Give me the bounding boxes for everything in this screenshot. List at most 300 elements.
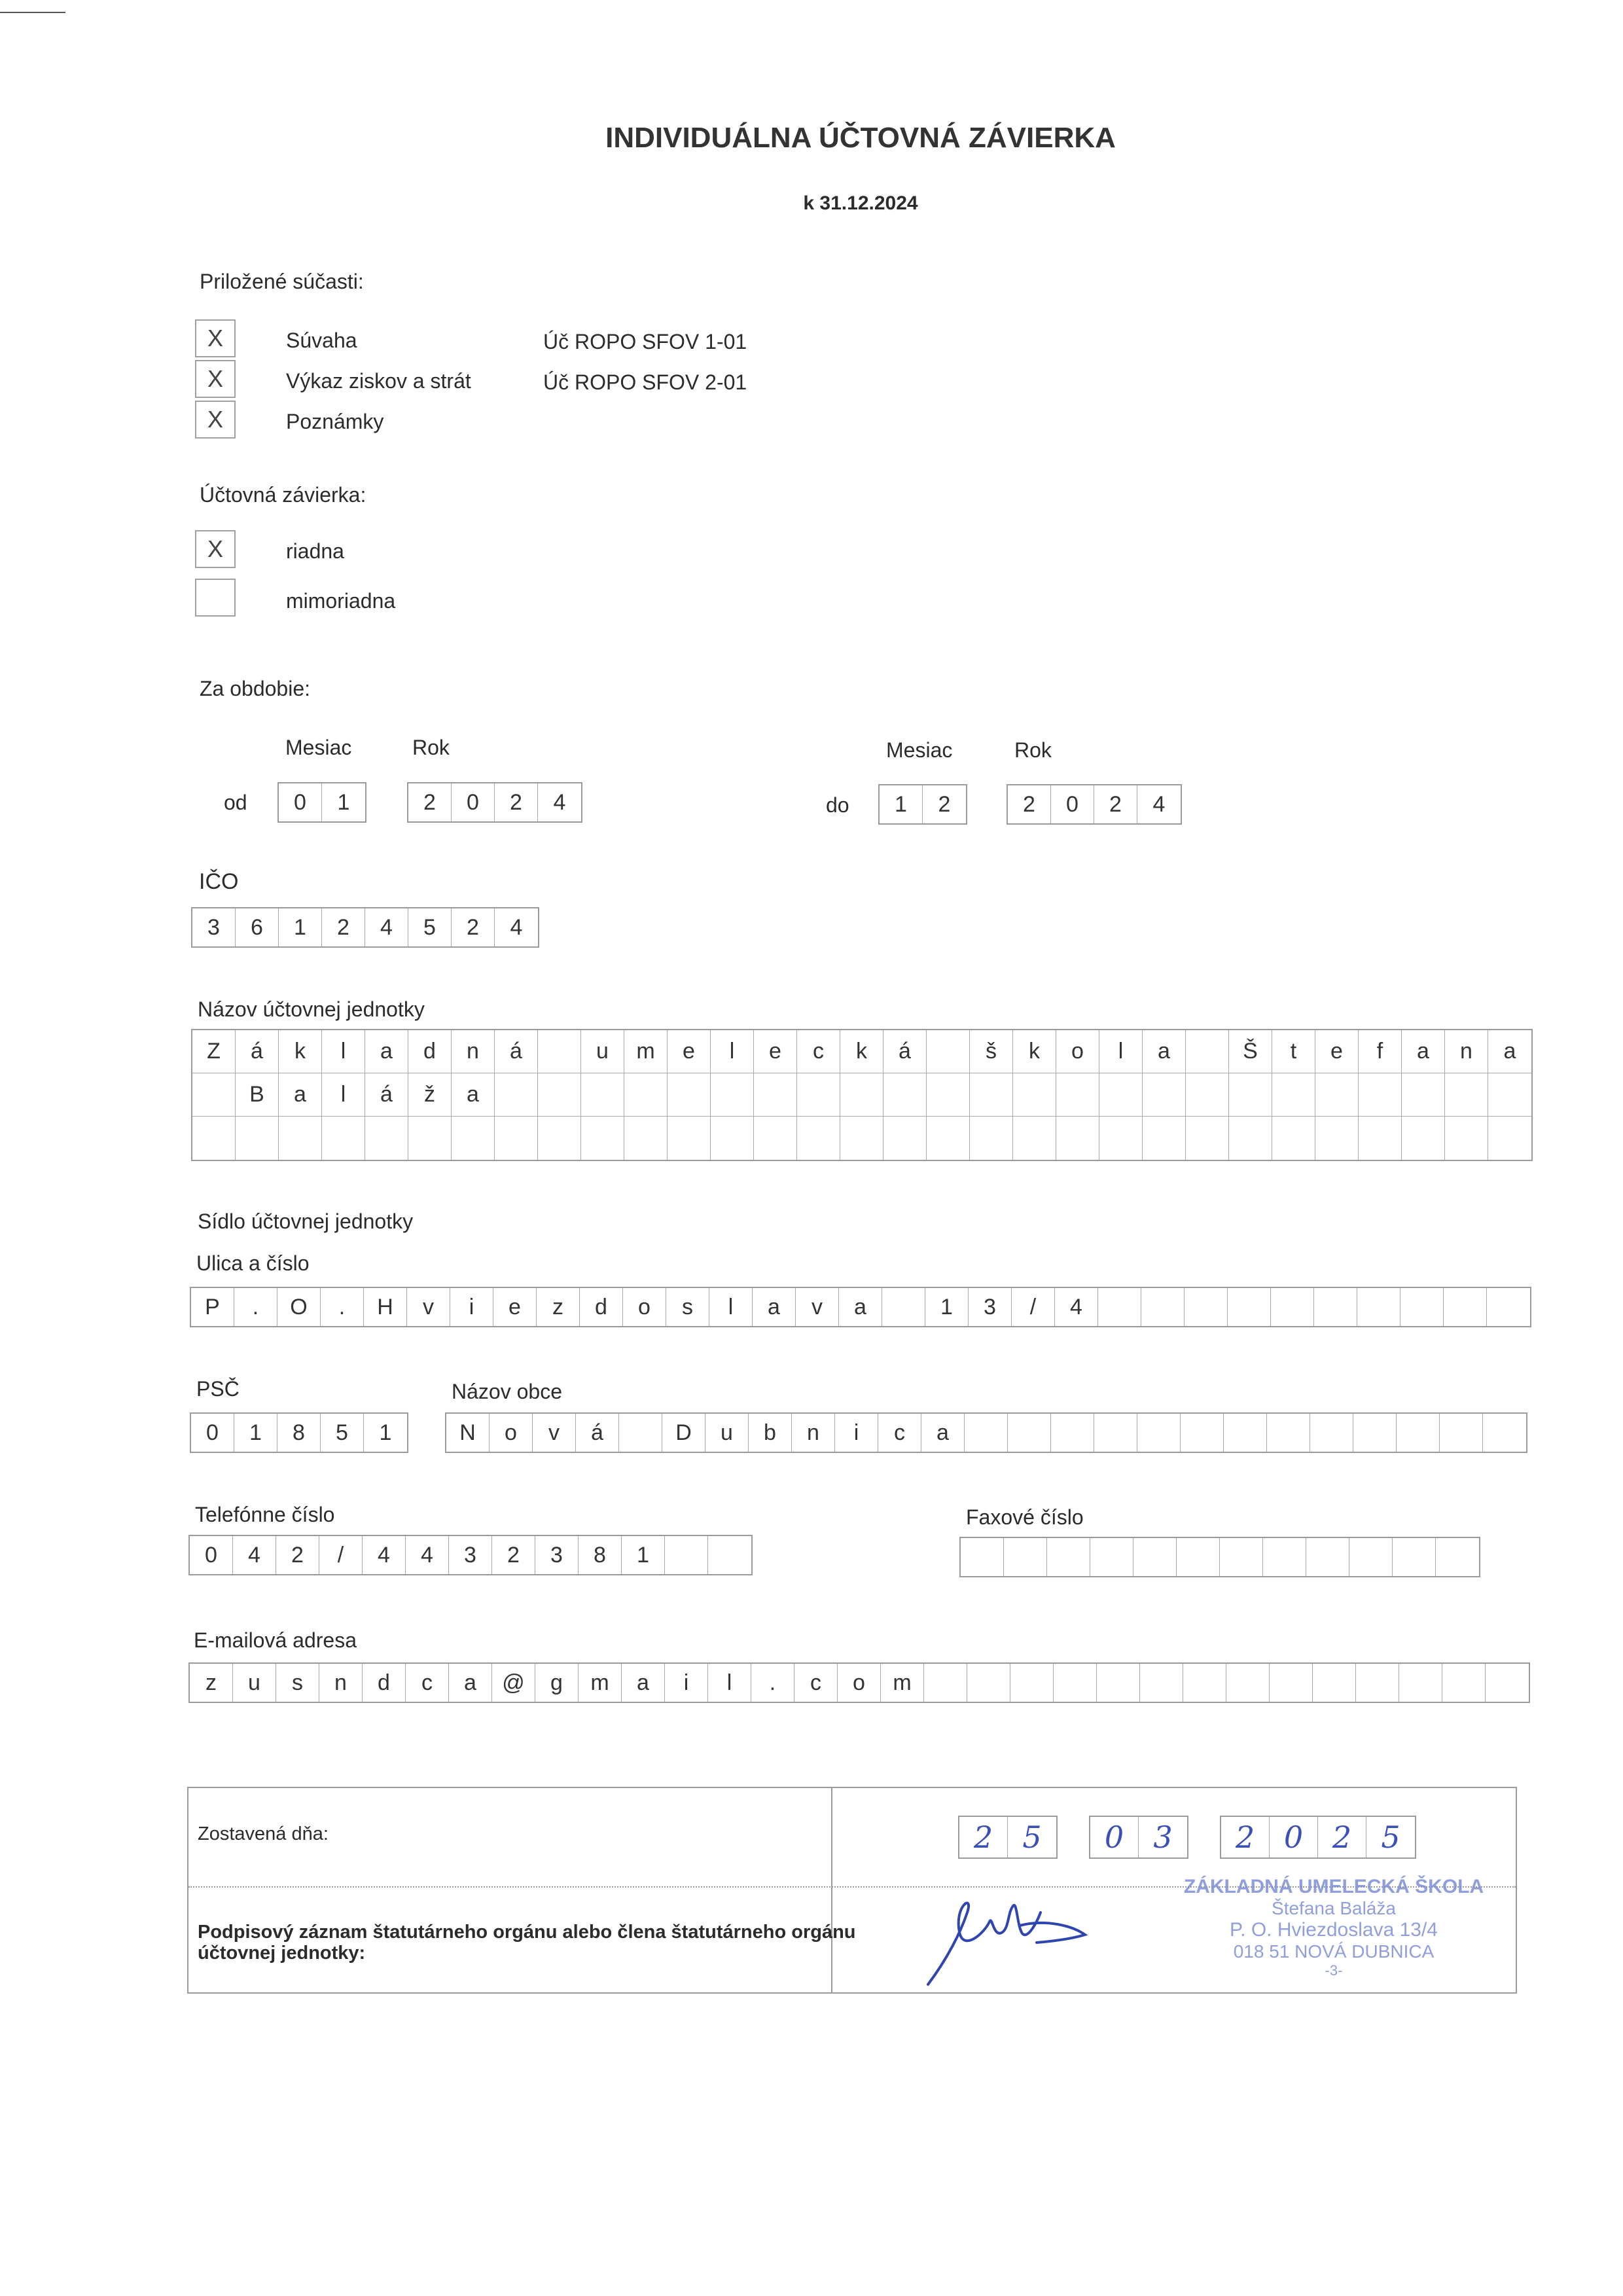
letter-cell: [1445, 1117, 1488, 1160]
digit-cell: 5: [1022, 1820, 1042, 1855]
from-year-field[interactable]: [407, 782, 582, 823]
stamp-line: P. O. Hviezdoslava 13/4: [1230, 1919, 1438, 1941]
letter-cell: v: [407, 1288, 450, 1326]
letter-cell: c: [794, 1664, 838, 1702]
component-code-suvaha: Úč ROPO SFOV 1-01: [543, 330, 747, 353]
letter-cell: [1181, 1414, 1224, 1452]
letter-cell: n: [452, 1030, 495, 1073]
letter-cell: t: [1272, 1030, 1315, 1073]
digit-cell: [708, 1536, 751, 1574]
digit-cell: 4: [406, 1536, 449, 1574]
letter-cell: o: [1056, 1030, 1099, 1073]
letter-cell: a: [365, 1030, 408, 1073]
seat-label: Sídlo účtovnej jednotky: [198, 1210, 414, 1233]
table-divider-vertical: [831, 1788, 832, 1992]
letter-cell: D: [662, 1414, 705, 1452]
digit-cell: 2: [495, 783, 538, 821]
letter-cell: [1440, 1414, 1483, 1452]
signature-table: [187, 1787, 1517, 1994]
letter-cell: [1056, 1117, 1099, 1160]
closing-label-riadna: riadna: [286, 539, 344, 563]
letter-cell: [279, 1117, 322, 1160]
letter-cell: [365, 1117, 408, 1160]
letter-cell: á: [576, 1414, 619, 1452]
stamp-line: ZÁKLADNÁ UMELECKÁ ŠKOLA: [1183, 1876, 1484, 1897]
digit-cell: 2: [1318, 1817, 1366, 1857]
compiled-label: Zostavená dňa:: [198, 1823, 329, 1844]
letter-cell: [1229, 1073, 1272, 1116]
digit-cell: 2: [1221, 1817, 1270, 1857]
letter-cell: a: [1143, 1030, 1186, 1073]
digit-cell: 1: [880, 785, 923, 823]
letter-cell: l: [1099, 1030, 1143, 1073]
from-label: od: [224, 791, 247, 814]
letter-cell: [1010, 1664, 1054, 1702]
digit-cell: 1: [234, 1414, 277, 1452]
digit-cell: 4: [1152, 791, 1166, 817]
letter-cell: [1356, 1664, 1399, 1702]
to-label: do: [826, 793, 849, 817]
letter-cell: [1186, 1073, 1229, 1116]
digit-cell: 2: [452, 908, 495, 946]
letter-cell: l: [709, 1288, 753, 1326]
letter-cell: [754, 1073, 797, 1116]
letter-cell: [668, 1073, 711, 1116]
letter-cell: l: [322, 1030, 365, 1073]
letter-cell: [1483, 1414, 1526, 1452]
letter-cell: [538, 1030, 581, 1073]
letter-cell: m: [881, 1664, 924, 1702]
components-heading: Priložené súčasti:: [200, 270, 364, 293]
letter-cell: ž: [408, 1073, 452, 1116]
phone-field[interactable]: [188, 1535, 753, 1575]
letter-cell: .: [321, 1288, 364, 1326]
letter-cell: [1143, 1117, 1186, 1160]
digit-cell: [1047, 1538, 1090, 1576]
letter-cell: u: [705, 1414, 749, 1452]
digit-cell: [1090, 1538, 1133, 1576]
digit-cell: [1177, 1538, 1220, 1576]
letter-cell: [927, 1073, 970, 1116]
letter-cell: [1224, 1414, 1267, 1452]
letter-cell: [1310, 1414, 1353, 1452]
period-heading: Za obdobie:: [200, 677, 311, 700]
letter-cell: [1445, 1073, 1488, 1116]
letter-cell: [1357, 1288, 1400, 1326]
document-title: INDIVIDUÁLNA ÚČTOVNÁ ZÁVIERKA: [605, 122, 1116, 154]
letter-cell: [1402, 1117, 1445, 1160]
letter-cell: [1402, 1073, 1445, 1116]
letter-cell: [840, 1073, 883, 1116]
letter-cell: [797, 1073, 840, 1116]
city-field[interactable]: [445, 1412, 1527, 1453]
digit-cell: 4: [365, 908, 408, 946]
from-month-field[interactable]: [277, 782, 366, 823]
digit-cell: 0: [1051, 785, 1094, 823]
digit-cell: 0: [1270, 1817, 1318, 1857]
fax-field[interactable]: [959, 1537, 1480, 1577]
letter-cell: [754, 1117, 797, 1160]
to-month-label: Mesiac: [886, 738, 953, 762]
letter-cell: [1488, 1117, 1531, 1160]
letter-cell: [1185, 1288, 1228, 1326]
letter-cell: P: [191, 1288, 234, 1326]
letter-cell: [1013, 1073, 1056, 1116]
document-date: k 31.12.2024: [803, 192, 918, 214]
letter-cell: á: [495, 1030, 538, 1073]
digit-cell: 8: [277, 1414, 321, 1452]
letter-cell: [1099, 1073, 1143, 1116]
from-month-label: Mesiac: [285, 736, 352, 759]
letter-cell: [408, 1117, 452, 1160]
letter-cell: [1051, 1414, 1094, 1452]
letter-cell: [1272, 1073, 1315, 1116]
letter-cell: [1270, 1664, 1313, 1702]
digit-cell: 5: [321, 1414, 364, 1452]
letter-cell: s: [666, 1288, 709, 1326]
psc-label: PSČ: [196, 1377, 240, 1401]
digit-cell: [1349, 1538, 1393, 1576]
letter-cell: [1094, 1414, 1137, 1452]
letter-cell: [1487, 1288, 1530, 1326]
letter-cell: z: [537, 1288, 580, 1326]
digit-cell: [1004, 1538, 1047, 1576]
email-label: E-mailová adresa: [194, 1628, 357, 1652]
letter-cell: [1315, 1117, 1359, 1160]
digit-cell: 0: [1090, 1817, 1139, 1857]
digit-cell: 0: [191, 1414, 234, 1452]
letter-cell: [1314, 1288, 1357, 1326]
digit-cell: 6: [236, 908, 279, 946]
letter-cell: d: [363, 1664, 406, 1702]
psc-field[interactable]: [190, 1412, 408, 1453]
letter-cell: [1097, 1664, 1140, 1702]
letter-cell: o: [623, 1288, 666, 1326]
letter-cell: m: [624, 1030, 668, 1073]
digit-cell: 5: [1381, 1820, 1400, 1855]
letter-cell: [711, 1117, 754, 1160]
letter-cell: l: [322, 1073, 365, 1116]
letter-cell: [1442, 1664, 1486, 1702]
letter-cell: [1054, 1664, 1097, 1702]
letter-cell: d: [580, 1288, 623, 1326]
letter-cell: [1098, 1288, 1141, 1326]
letter-cell: z: [190, 1664, 233, 1702]
to-year-label: Rok: [1014, 738, 1052, 762]
city-label: Názov obce: [452, 1380, 562, 1403]
compiled-year-field[interactable]: [1220, 1816, 1416, 1859]
signature-image: [921, 1886, 1118, 1995]
letter-cell: d: [408, 1030, 452, 1073]
letter-cell: n: [1445, 1030, 1488, 1073]
letter-cell: [882, 1288, 925, 1326]
letter-cell: a: [449, 1664, 492, 1702]
letter-cell: [1008, 1414, 1051, 1452]
ico-field[interactable]: [191, 907, 539, 948]
letter-cell: @: [492, 1664, 535, 1702]
digit-cell: 1: [337, 789, 350, 815]
digit-cell: 2: [1008, 785, 1051, 823]
letter-cell: O: [277, 1288, 321, 1326]
letter-cell: 1: [925, 1288, 969, 1326]
letter-cell: i: [835, 1414, 878, 1452]
letter-cell: u: [581, 1030, 624, 1073]
check-mark: X: [207, 406, 223, 433]
digit-cell: [961, 1538, 1004, 1576]
letter-cell: [1444, 1288, 1487, 1326]
digit-cell: [1220, 1538, 1263, 1576]
letter-cell: [1359, 1073, 1402, 1116]
letter-cell: a: [279, 1073, 322, 1116]
digit-cell: 2: [276, 1536, 319, 1574]
letter-cell: [322, 1117, 365, 1160]
digit-cell: 8: [579, 1536, 622, 1574]
to-year-field[interactable]: [1007, 784, 1182, 825]
letter-cell: [1313, 1664, 1356, 1702]
stamp-line: -3-: [1325, 1962, 1343, 1979]
letter-cell: [970, 1073, 1013, 1116]
letter-cell: [1400, 1288, 1444, 1326]
letter-cell: v: [533, 1414, 576, 1452]
digit-cell: 3: [449, 1536, 492, 1574]
letter-cell: N: [446, 1414, 490, 1452]
letter-cell: [1488, 1073, 1531, 1116]
letter-cell: [965, 1414, 1008, 1452]
digit-cell: 4: [233, 1536, 276, 1574]
letter-cell: [495, 1117, 538, 1160]
letter-cell: m: [579, 1664, 622, 1702]
letter-cell: [1229, 1117, 1272, 1160]
letter-cell: á: [365, 1073, 408, 1116]
digit-cell: 0: [279, 783, 322, 821]
checkbox-riadna[interactable]: [195, 530, 236, 568]
letter-cell: [1399, 1664, 1442, 1702]
letter-cell: [840, 1117, 883, 1160]
digit-cell: 4: [510, 914, 523, 940]
letter-cell: .: [751, 1664, 794, 1702]
letter-cell: a: [839, 1288, 882, 1326]
letter-cell: [1099, 1117, 1143, 1160]
digit-cell: 4: [553, 789, 566, 815]
stamp-line: Štefana Baláža: [1272, 1898, 1396, 1918]
entity-name-label: Názov účtovnej jednotky: [198, 997, 425, 1021]
entity-name-row-3: [192, 1117, 1531, 1160]
letter-cell: c: [878, 1414, 921, 1452]
digit-cell: 2: [408, 783, 452, 821]
digit-cell: 0: [190, 1536, 233, 1574]
letter-cell: o: [838, 1664, 881, 1702]
check-mark: X: [207, 325, 223, 351]
letter-cell: [1140, 1664, 1183, 1702]
letter-cell: Š: [1229, 1030, 1272, 1073]
letter-cell: [452, 1117, 495, 1160]
letter-cell: [1228, 1288, 1271, 1326]
phone-label: Telefónne číslo: [195, 1503, 335, 1526]
letter-cell: [192, 1073, 236, 1116]
entity-name-row-2: [192, 1073, 1531, 1117]
digit-cell: 2: [492, 1536, 535, 1574]
letter-cell: [624, 1073, 668, 1116]
ico-label: IČO: [199, 869, 239, 894]
digit-cell: [1306, 1538, 1349, 1576]
letter-cell: .: [234, 1288, 277, 1326]
letter-cell: [538, 1073, 581, 1116]
from-year-label: Rok: [412, 736, 450, 759]
letter-cell: [1183, 1664, 1226, 1702]
letter-cell: [581, 1073, 624, 1116]
letter-cell: [624, 1117, 668, 1160]
component-label-suvaha: Súvaha: [286, 329, 357, 352]
letter-cell: [619, 1414, 662, 1452]
letter-cell: b: [749, 1414, 792, 1452]
signature-label-2: účtovnej jednotky:: [198, 1943, 366, 1964]
letter-cell: k: [279, 1030, 322, 1073]
digit-cell: 5: [408, 908, 452, 946]
digit-cell: 3: [192, 908, 236, 946]
letter-cell: a: [921, 1414, 965, 1452]
letter-cell: [1315, 1073, 1359, 1116]
stamp-line: 018 51 NOVÁ DUBNICA: [1233, 1941, 1435, 1962]
letter-cell: š: [970, 1030, 1013, 1073]
letter-cell: o: [490, 1414, 533, 1452]
street-label: Ulica a číslo: [196, 1251, 310, 1275]
to-month-field[interactable]: [878, 784, 967, 825]
component-code-vykaz: Úč ROPO SFOV 2-01: [543, 370, 747, 394]
letter-cell: /: [1012, 1288, 1055, 1326]
digit-cell: [1436, 1538, 1479, 1576]
school-stamp: [1164, 1876, 1504, 1979]
check-mark: X: [207, 365, 223, 392]
letter-cell: [1267, 1414, 1310, 1452]
letter-cell: i: [665, 1664, 708, 1702]
corner-mark: [0, 12, 65, 13]
letter-cell: [711, 1073, 754, 1116]
letter-cell: a: [452, 1073, 495, 1116]
letter-cell: a: [1503, 1039, 1516, 1064]
closing-label-mimoriadna: mimoriadna: [286, 589, 396, 613]
letter-cell: [927, 1117, 970, 1160]
letter-cell: f: [1359, 1030, 1402, 1073]
letter-cell: u: [233, 1664, 276, 1702]
letter-cell: [192, 1117, 236, 1160]
digit-cell: 4: [363, 1536, 406, 1574]
letter-cell: e: [754, 1030, 797, 1073]
letter-cell: [1186, 1030, 1229, 1073]
letter-cell: n: [319, 1664, 363, 1702]
check-mark: X: [207, 535, 223, 562]
digit-cell: 3: [535, 1536, 579, 1574]
letter-cell: [495, 1073, 538, 1116]
letter-cell: [236, 1117, 279, 1160]
letter-cell: k: [1013, 1030, 1056, 1073]
digit-cell: 1: [379, 1420, 392, 1445]
fax-label: Faxové číslo: [966, 1505, 1084, 1529]
component-label-poznamky: Poznámky: [286, 410, 384, 433]
letter-cell: l: [711, 1030, 754, 1073]
street-field[interactable]: [190, 1287, 1531, 1327]
component-label-vykaz: Výkaz ziskov a strát: [286, 369, 471, 393]
letter-cell: [1056, 1073, 1099, 1116]
entity-name-field[interactable]: [191, 1029, 1533, 1161]
digit-cell: 2: [1094, 785, 1137, 823]
checkbox-vykaz[interactable]: [195, 360, 236, 398]
digit-cell: 2: [322, 908, 365, 946]
letter-cell: á: [883, 1030, 927, 1073]
letter-cell: c: [406, 1664, 449, 1702]
closing-type-heading: Účtovná závierka:: [200, 483, 366, 507]
letter-cell: [1226, 1664, 1270, 1702]
letter-cell: [927, 1030, 970, 1073]
letter-cell: [538, 1117, 581, 1160]
letter-cell: n: [792, 1414, 835, 1452]
letter-cell: H: [364, 1288, 407, 1326]
letter-cell: [1186, 1117, 1229, 1160]
letter-cell: [797, 1117, 840, 1160]
letter-cell: v: [796, 1288, 839, 1326]
compiled-month-field[interactable]: [1089, 1816, 1188, 1859]
letter-cell: [924, 1664, 967, 1702]
digit-cell: 3: [1153, 1820, 1173, 1855]
digit-cell: 2: [938, 791, 951, 817]
letter-cell: l: [708, 1664, 751, 1702]
letter-cell: a: [622, 1664, 665, 1702]
letter-cell: [1397, 1414, 1440, 1452]
digit-cell: [1393, 1538, 1436, 1576]
letter-cell: [1143, 1073, 1186, 1116]
checkbox-mimoriadna[interactable]: [195, 579, 236, 617]
digit-cell: 1: [622, 1536, 665, 1574]
email-field[interactable]: [188, 1662, 1530, 1703]
digit-cell: [665, 1536, 708, 1574]
letter-cell: [581, 1117, 624, 1160]
digit-cell: /: [319, 1536, 363, 1574]
letter-cell: [1271, 1288, 1314, 1326]
letter-cell: g: [535, 1664, 579, 1702]
checkbox-suvaha[interactable]: [195, 319, 236, 357]
letter-cell: [967, 1664, 1010, 1702]
compiled-day-field[interactable]: [958, 1816, 1058, 1859]
signature-label-1: Podpisový záznam štatutárneho orgánu alebo člena štatutárneho orgánu: [198, 1922, 856, 1943]
letter-cell: 3: [969, 1288, 1012, 1326]
letter-cell: [1141, 1288, 1185, 1326]
letter-cell: e: [493, 1288, 537, 1326]
letter-cell: [883, 1117, 927, 1160]
entity-name-row-1: [192, 1030, 1531, 1073]
letter-cell: e: [1315, 1030, 1359, 1073]
letter-cell: a: [753, 1288, 796, 1326]
letter-cell: a: [1402, 1030, 1445, 1073]
letter-cell: [1013, 1117, 1056, 1160]
letter-cell: [1359, 1117, 1402, 1160]
letter-cell: á: [236, 1030, 279, 1073]
letter-cell: B: [236, 1073, 279, 1116]
letter-cell: [668, 1117, 711, 1160]
digit-cell: 1: [279, 908, 322, 946]
letter-cell: k: [840, 1030, 883, 1073]
digit-cell: [1263, 1538, 1306, 1576]
digit-cell: 2: [959, 1817, 1008, 1857]
letter-cell: [883, 1073, 927, 1116]
checkbox-poznamky[interactable]: [195, 401, 236, 439]
letter-cell: [1353, 1414, 1397, 1452]
digit-cell: [1133, 1538, 1177, 1576]
letter-cell: [1272, 1117, 1315, 1160]
letter-cell: [1486, 1664, 1529, 1702]
digit-cell: 0: [452, 783, 495, 821]
letter-cell: c: [797, 1030, 840, 1073]
letter-cell: e: [668, 1030, 711, 1073]
letter-cell: [970, 1117, 1013, 1160]
